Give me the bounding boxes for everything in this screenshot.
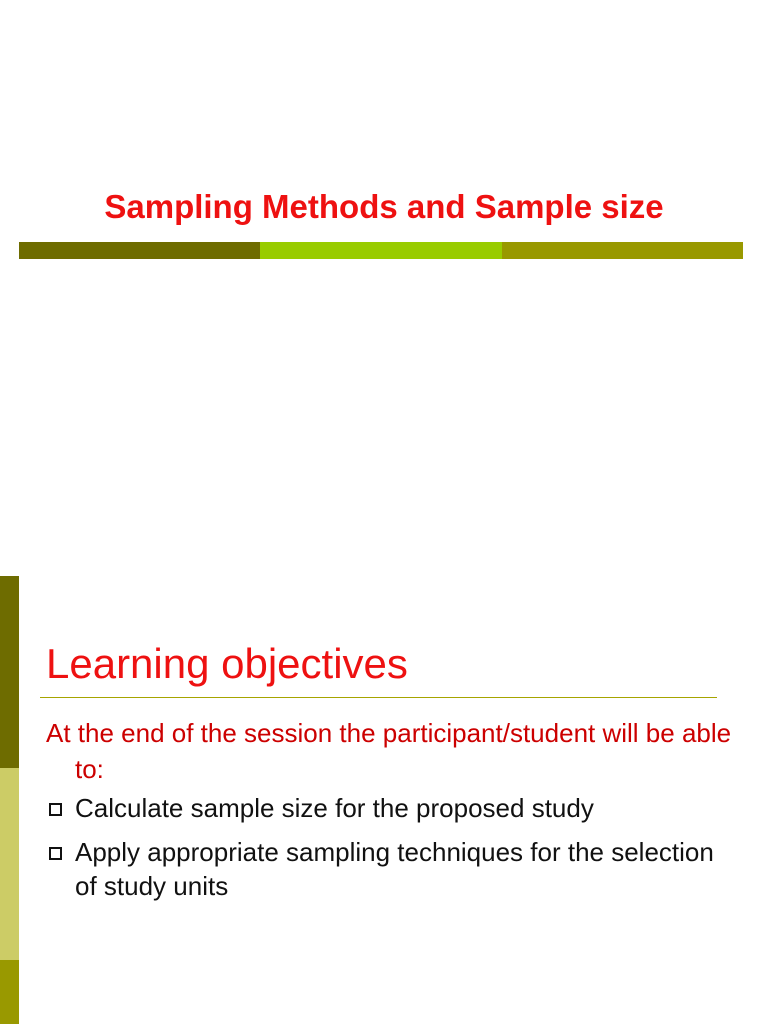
square-bullet-icon: [49, 803, 62, 816]
intro-text: At the end of the session the participant/student will be able to:: [46, 718, 732, 784]
bar-segment-dark-olive: [19, 242, 260, 259]
bar-segment-olive: [502, 242, 743, 259]
slide-2: [0, 512, 768, 1024]
side-accent-bar: [0, 576, 19, 1024]
side-bar-segment-pale-olive: [0, 768, 19, 960]
slide-body: [46, 715, 736, 913]
list-item-text: Calculate sample size for the proposed study: [75, 793, 594, 823]
side-bar-segment-olive: [0, 960, 19, 1024]
title-underline-bar: [19, 242, 743, 259]
list-item: [46, 791, 736, 825]
slide-title: Learning objectives: [46, 640, 408, 687]
list-item-text: Apply appropriate sampling techniques for the selection of study units: [75, 837, 714, 901]
square-bullet-icon: [49, 847, 62, 860]
list-item: [46, 835, 736, 903]
title-rule: [40, 697, 717, 698]
bar-segment-lime: [260, 242, 501, 259]
side-bar-segment-dark-olive: [0, 576, 19, 768]
slide-title: Sampling Methods and Sample size: [104, 188, 664, 225]
objectives-list: [46, 791, 736, 903]
